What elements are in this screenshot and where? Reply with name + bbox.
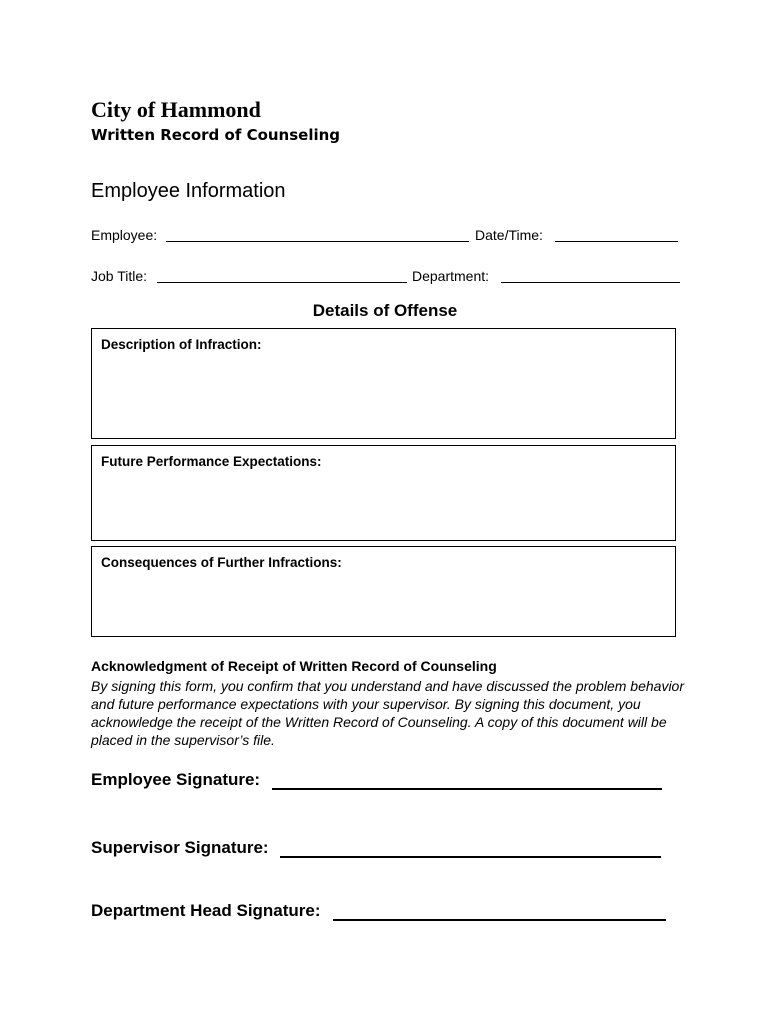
employee-info-heading: Employee Information [91,180,286,202]
department-head-signature-line[interactable] [333,919,666,921]
consequences-box[interactable] [91,546,676,637]
job-title-label: Job Title: [91,268,148,284]
description-of-infraction-box[interactable] [91,328,676,439]
employee-signature-label: Employee Signature: [91,770,261,789]
consequences-label: Consequences of Further Infractions: [101,555,342,570]
department-head-signature-label: Department Head Signature: [91,901,321,920]
description-of-infraction-label: Description of Infraction: [101,337,262,352]
datetime-label: Date/Time: [475,227,543,243]
department-field[interactable] [501,282,680,283]
employee-signature-line[interactable] [272,788,662,790]
employee-label: Employee: [91,227,158,243]
details-of-offense-heading: Details of Offense [312,301,458,320]
department-label: Department: [412,268,490,284]
supervisor-signature-line[interactable] [280,856,661,858]
acknowledgment-heading: Acknowledgment of Receipt of Written Record of Counseling [91,658,497,674]
datetime-field[interactable] [555,241,678,242]
employee-field[interactable] [166,241,469,242]
future-performance-expectations-label: Future Performance Expectations: [101,454,322,469]
job-title-field[interactable] [157,282,407,283]
document-title: Written Record of Counseling [91,126,341,144]
org-name: City of Hammond [91,97,261,122]
future-performance-expectations-box[interactable] [91,445,676,541]
supervisor-signature-label: Supervisor Signature: [91,838,269,857]
acknowledgment-text: By signing this form, you confirm that you understand and have discussed the problem behavior and future performance expectations with your supervisor. By signing this document, you acknowledge the receipt of the Written Record of Counseling. A copy of this document will be placed in the supervisor’s file. [91,678,684,748]
